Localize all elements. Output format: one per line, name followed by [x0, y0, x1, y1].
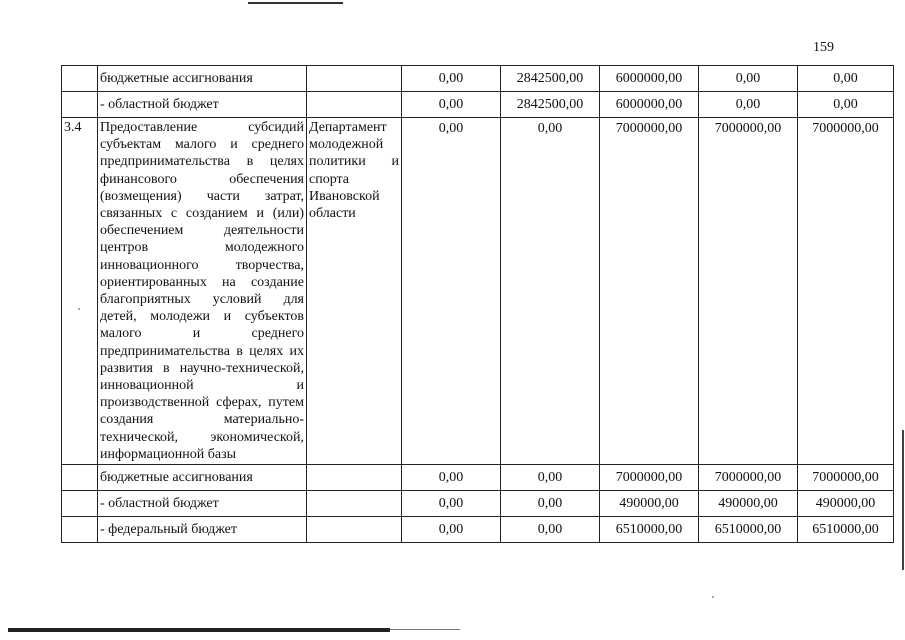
value-cell: 0,00 [402, 66, 501, 92]
row-number: 3.4 [62, 118, 98, 465]
budget-table [61, 65, 894, 543]
value-cell: 490000,00 [798, 491, 894, 517]
row-number [62, 491, 98, 517]
row-number [62, 517, 98, 543]
row-executor [307, 66, 402, 92]
value-cell: 490000,00 [699, 491, 798, 517]
value-cell: 7000000,00 [798, 118, 894, 465]
value-cell: 6000000,00 [600, 92, 699, 118]
bottom-scan-line-thin [390, 629, 460, 630]
value-cell: 0,00 [798, 92, 894, 118]
value-cell: 2842500,00 [501, 66, 600, 92]
value-cell: 0,00 [402, 465, 501, 491]
row-name: - областной бюджет [98, 92, 307, 118]
value-cell: 7000000,00 [699, 118, 798, 465]
scan-speck [712, 596, 714, 598]
row-name: бюджетные ассигнования [98, 66, 307, 92]
page-number: 159 [813, 40, 834, 55]
value-cell: 6000000,00 [600, 66, 699, 92]
scan-edge-line [902, 430, 904, 570]
table-row [62, 465, 894, 491]
bottom-scan-line [8, 628, 390, 632]
row-executor [307, 517, 402, 543]
value-cell: 7000000,00 [600, 465, 699, 491]
row-name: - федеральный бюджет [98, 517, 307, 543]
row-executor [307, 465, 402, 491]
table-row [62, 517, 894, 543]
row-number [62, 92, 98, 118]
value-cell: 7000000,00 [798, 465, 894, 491]
top-scan-line [248, 2, 343, 4]
value-cell: 0,00 [402, 92, 501, 118]
table-row [62, 491, 894, 517]
row-number [62, 66, 98, 92]
value-cell: 0,00 [402, 517, 501, 543]
value-cell: 0,00 [501, 491, 600, 517]
value-cell: 7000000,00 [600, 118, 699, 465]
table-row-measure-3-4 [62, 118, 894, 465]
value-cell: 6510000,00 [600, 517, 699, 543]
row-executor [307, 491, 402, 517]
value-cell: 0,00 [501, 465, 600, 491]
row-name: бюджетные ассигнования [98, 465, 307, 491]
value-cell: 0,00 [798, 66, 894, 92]
row-name: Предоставление субсидий субъектам малого и среднего предпринимательства в целях финансового обеспечения (возмещения) части затрат, связанных с созданием и (или) обеспечением деятельности центров молодежного инновационного творчества, ориентированных на создание благоприятных условий для детей, молодежи и субъектов малого и среднего предпринимательства в целях их развития в научно-технической, инновационной и производственной сферах, путем создания материально-технической, экономической, информационной базы [98, 118, 307, 465]
value-cell: 0,00 [699, 66, 798, 92]
value-cell: 0,00 [501, 118, 600, 465]
table-row [62, 92, 894, 118]
row-executor: Департамент молодежной политики и спорта Ивановской области [307, 118, 402, 465]
scan-speck [78, 308, 80, 310]
value-cell: 6510000,00 [699, 517, 798, 543]
value-cell: 0,00 [699, 92, 798, 118]
value-cell: 0,00 [402, 118, 501, 465]
row-number [62, 465, 98, 491]
value-cell: 490000,00 [600, 491, 699, 517]
table-row [62, 66, 894, 92]
value-cell: 6510000,00 [798, 517, 894, 543]
value-cell: 0,00 [402, 491, 501, 517]
row-name: - областной бюджет [98, 491, 307, 517]
value-cell: 2842500,00 [501, 92, 600, 118]
row-executor [307, 92, 402, 118]
value-cell: 7000000,00 [699, 465, 798, 491]
value-cell: 0,00 [501, 517, 600, 543]
